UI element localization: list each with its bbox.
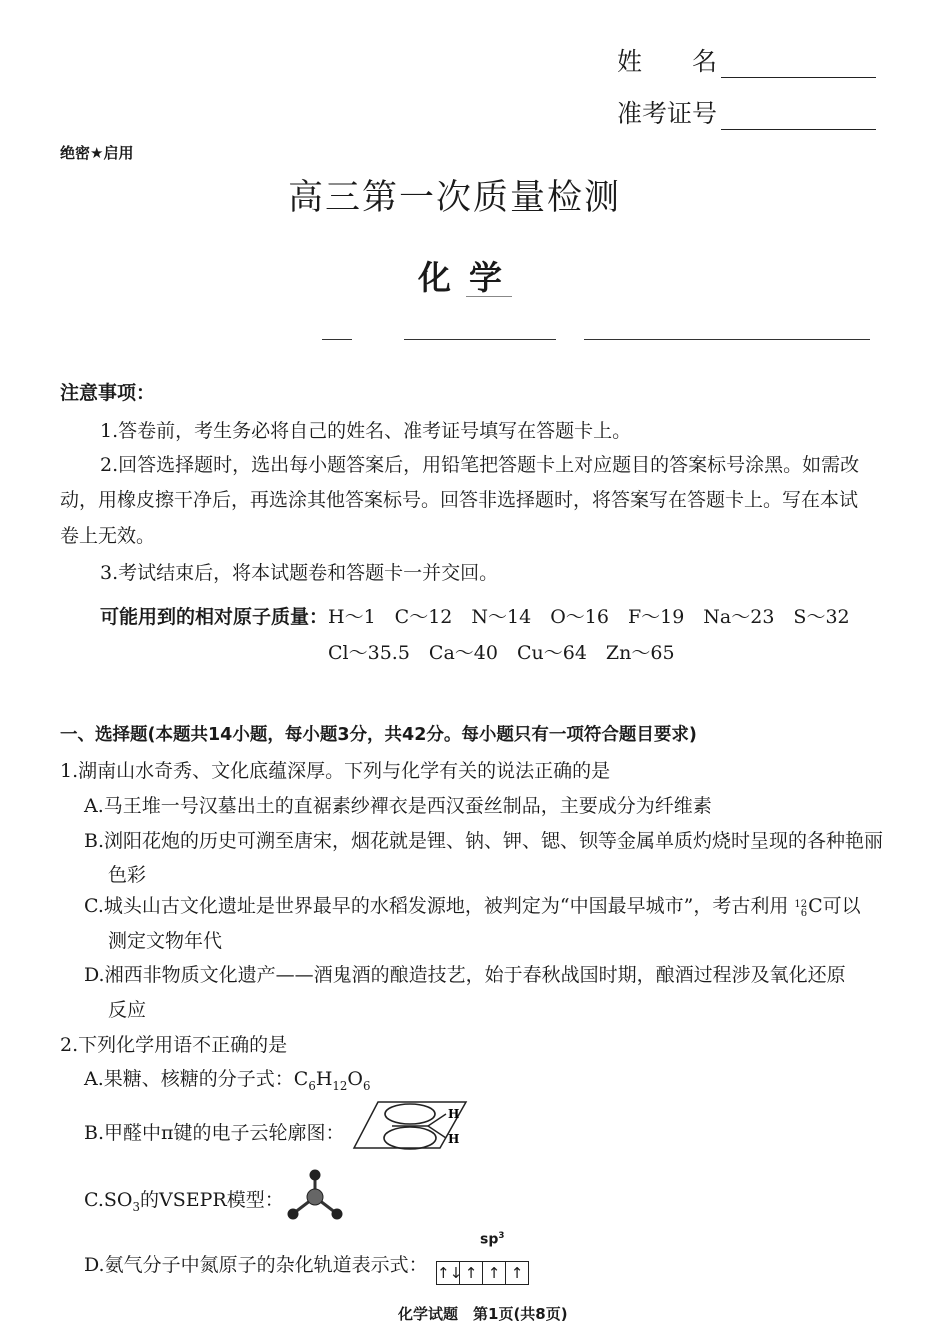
question-2-stem: 2.下列化学用语不正确的是 bbox=[60, 1034, 288, 1056]
pi-cloud-upper-lobe bbox=[385, 1104, 435, 1124]
divider-rule bbox=[404, 339, 556, 340]
question-1-option-d-line-2: 反应 bbox=[108, 999, 147, 1021]
pi-cloud-lower-lobe bbox=[384, 1127, 436, 1149]
question-1-option-b-line-1: B.浏阳花炮的历史可溯至唐宋，烟花就是锂、钠、钾、锶、钡等金属单质灼烧时呈现的各种艳丽 bbox=[84, 830, 884, 852]
orbital-box-3: ↑ bbox=[483, 1262, 506, 1284]
name-label: 姓 名 bbox=[617, 47, 718, 76]
secret-label: 绝密★启用 bbox=[60, 144, 134, 162]
formula-subscript: 3 bbox=[132, 1199, 140, 1214]
notice-item-2-line-1: 2.回答选择题时，选出每小题答案后，用铅笔把答题卡上对应题目的答案标号涂黑。如需改 bbox=[100, 454, 860, 476]
hydrogen-atom-label-1: H bbox=[448, 1107, 460, 1121]
orbital-box-2: ↑ bbox=[460, 1262, 483, 1284]
notice-item-1: 1.答卷前，考生务必将自己的姓名、准考证号填写在答题卡上。 bbox=[100, 420, 632, 442]
question-2-option-c-text: C.SO bbox=[84, 1189, 133, 1211]
isotope-mass-number: 12 bbox=[794, 899, 808, 910]
section-heading: 一、选择题(本题共14小题，每小题3分，共42分。每小题只有一项符合题目要求) bbox=[60, 725, 697, 745]
name-field[interactable] bbox=[617, 42, 876, 78]
central-atom bbox=[307, 1189, 323, 1205]
hybrid-orbital-label: $sp^3$ bbox=[480, 1231, 505, 1248]
question-1-option-c-line-2: 测定文物年代 bbox=[108, 930, 223, 952]
orbital-box-1: ↑↓ bbox=[437, 1264, 463, 1282]
exam-id-blank[interactable] bbox=[721, 107, 876, 130]
outer-atom-right bbox=[332, 1209, 343, 1220]
orbital-box-4: ↑ bbox=[510, 1264, 524, 1282]
notice-item-2-line-3: 卷上无效。 bbox=[60, 525, 156, 547]
hydrogen-atom-label-2: H bbox=[448, 1132, 460, 1146]
subject-title: 化学 bbox=[418, 258, 520, 297]
question-2-option-c-text-end: 的VSEPR模型： bbox=[140, 1189, 284, 1211]
question-2-option-c bbox=[84, 1185, 284, 1214]
question-1-option-d-line-1: D.湘西非物质文化遗产——酒鬼酒的酿造技艺，始于春秋战国时期，酿酒过程涉及氧化还原 bbox=[84, 964, 846, 986]
question-1-option-b-line-2: 色彩 bbox=[108, 864, 147, 886]
exam-id-label: 准考证号 bbox=[617, 99, 718, 128]
notice-item-3: 3.考试结束后，将本试题卷和答题卡一并交回。 bbox=[100, 562, 499, 584]
hybrid-orbital-boxes bbox=[436, 1261, 529, 1285]
question-1-stem: 1.湖南山水奇秀、文化底蕴深厚。下列与化学有关的说法正确的是 bbox=[60, 760, 611, 782]
atomic-mass-values-2: Cl～35.5 Ca～40 Cu～64 Zn～65 bbox=[328, 642, 675, 664]
page-footer: 化学试题 第1页(共8页) bbox=[398, 1305, 568, 1323]
question-1-option-a: A.马王堆一号汉墓出土的直裾素纱襌衣是西汉蚕丝制品，主要成分为纤维素 bbox=[84, 795, 712, 817]
isotope-atomic-number: 6 bbox=[800, 908, 808, 919]
question-2-option-b-text: B.甲醛中π键的电子云轮廓图： bbox=[84, 1122, 345, 1144]
question-2-option-a bbox=[84, 1064, 370, 1093]
divider-rule bbox=[466, 296, 512, 297]
notice-heading: 注意事项： bbox=[60, 382, 156, 404]
page-title: 高三第一次质量检测 bbox=[288, 178, 622, 218]
molecular-formula: $C_6H_{12}O_6$ bbox=[293, 1068, 371, 1093]
question-1-option-c-line-1 bbox=[84, 891, 861, 918]
atomic-mass-label: 可能用到的相对原子质量： bbox=[100, 606, 329, 628]
question-2-option-a-text: A.果糖、核糖的分子式： bbox=[84, 1068, 294, 1090]
question-1-option-c-text-end: C可以 bbox=[808, 895, 861, 917]
name-blank[interactable] bbox=[721, 55, 876, 78]
outer-atom-top bbox=[310, 1170, 321, 1181]
atomic-mass-line-1 bbox=[100, 602, 850, 629]
outer-atom-left bbox=[288, 1209, 299, 1220]
atomic-mass-values-1: H～1 C～12 N～14 O～16 F～19 Na～23 S～32 bbox=[328, 606, 850, 628]
question-1-option-c-text: C.城头山古文化遗址是世界最早的水稻发源地，被判定为“中国最早城市”，考古利用 bbox=[84, 895, 789, 917]
divider-rule bbox=[584, 339, 870, 340]
exam-id-field[interactable] bbox=[617, 94, 876, 130]
notice-item-2-line-2: 动，用橡皮擦干净后，再选涂其他答案标号。回答非选择题时，将答案写在答题卡上。写在本试 bbox=[60, 489, 859, 511]
question-2-option-d-text: D.氨气分子中氮原子的杂化轨道表示式： bbox=[84, 1254, 428, 1276]
isotope-notation bbox=[794, 900, 807, 918]
divider-rule bbox=[322, 339, 352, 340]
pi-bond-cloud-diagram bbox=[352, 1094, 468, 1158]
vsepr-model-diagram bbox=[284, 1168, 346, 1224]
